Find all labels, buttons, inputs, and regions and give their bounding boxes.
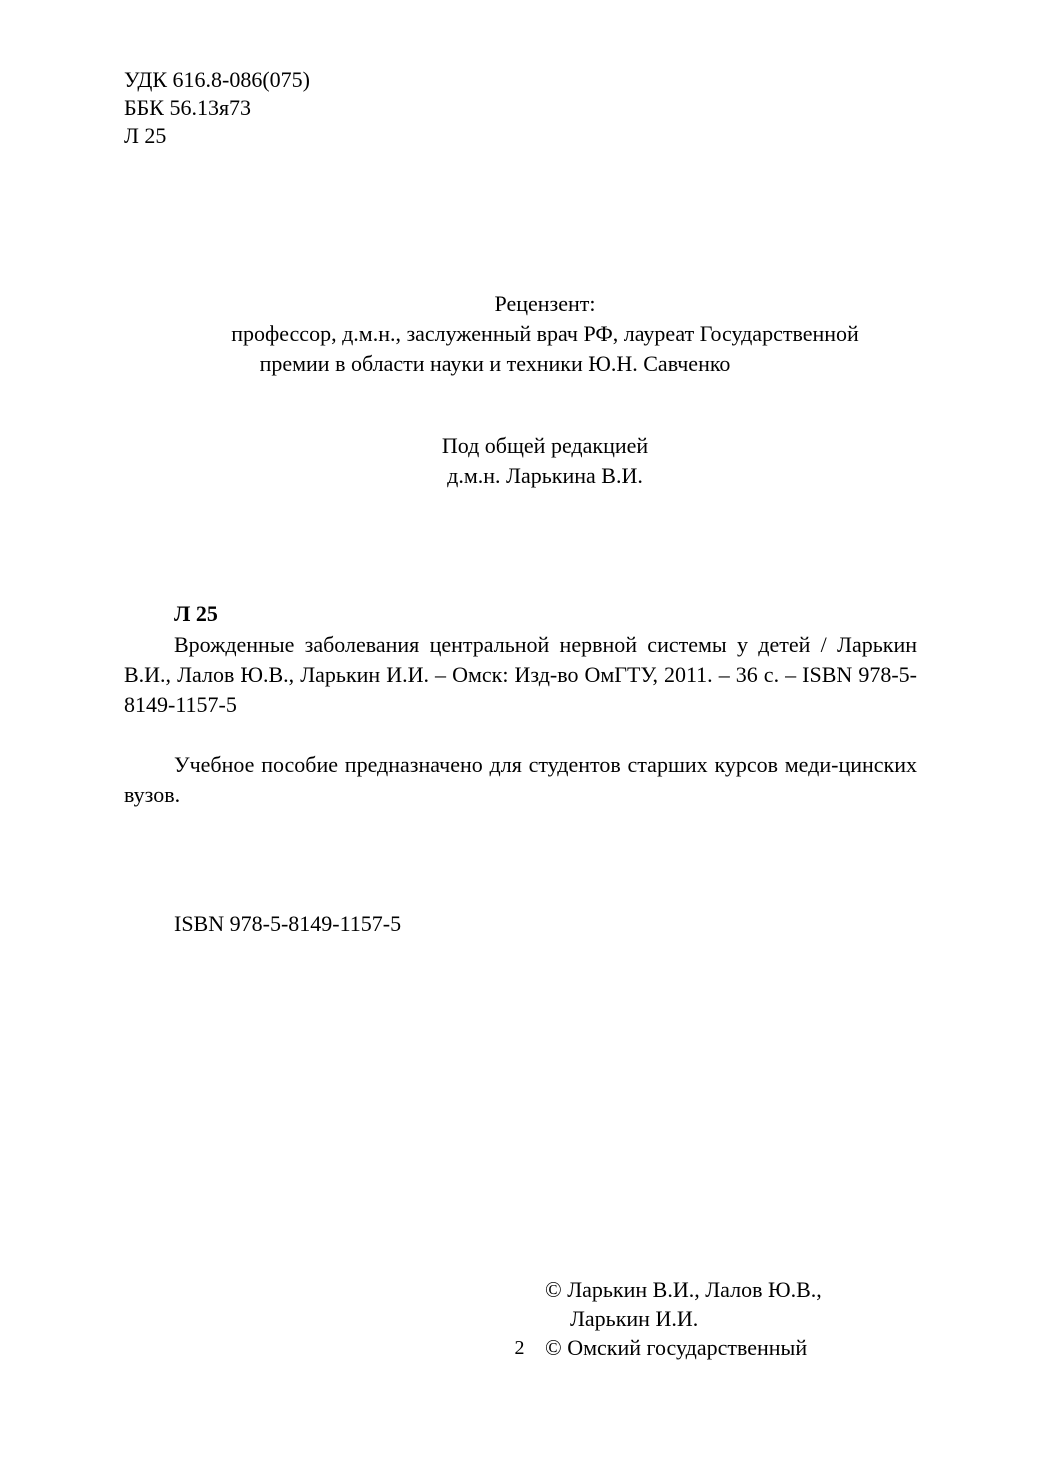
bibliographic-description: Врожденные заболевания центральной нервной системы у детей / Ларькин В.И., Лалов Ю.В., Ларькин И.И. – Омск: Изд-во ОмГТУ, 2011. – 36 с. – ISBN 978-5-8149-1157-5 — [124, 632, 917, 717]
copyright-line-3: © Омский государственный — [545, 1335, 808, 1360]
bbk-code: ББК 56.13я73 — [124, 95, 252, 120]
editor-line-1: Под общей редакцией — [441, 433, 649, 458]
catalog-entry — [124, 600, 917, 810]
reviewer-block — [150, 290, 940, 380]
editor-line-2: д.м.н. Ларькина В.И. — [447, 463, 643, 488]
reviewer-line-2: премии в области науки и техники Ю.Н. Савченко — [259, 351, 731, 376]
reviewer-line-1: профессор, д.м.н., заслуженный врач РФ, лауреат Государственной — [231, 321, 859, 346]
annotation: Учебное пособие предназначено для студентов старших курсов меди-цинских вузов. — [124, 752, 917, 807]
reviewer-heading: Рецензент: — [494, 291, 596, 316]
classification-codes — [124, 66, 310, 150]
isbn: ISBN 978-5-8149-1157-5 — [174, 911, 402, 936]
udk-code: УДК 616.8-086(075) — [124, 67, 311, 92]
catalog-code: Л 25 — [174, 601, 218, 626]
author-sign: Л 25 — [124, 123, 167, 148]
editor-block — [300, 432, 790, 492]
page-number: 2 — [514, 1337, 525, 1359]
copyright-line-2: Ларькин И.И. — [570, 1306, 699, 1331]
copyright-line-1: © Ларькин В.И., Лалов Ю.В., — [545, 1277, 822, 1302]
